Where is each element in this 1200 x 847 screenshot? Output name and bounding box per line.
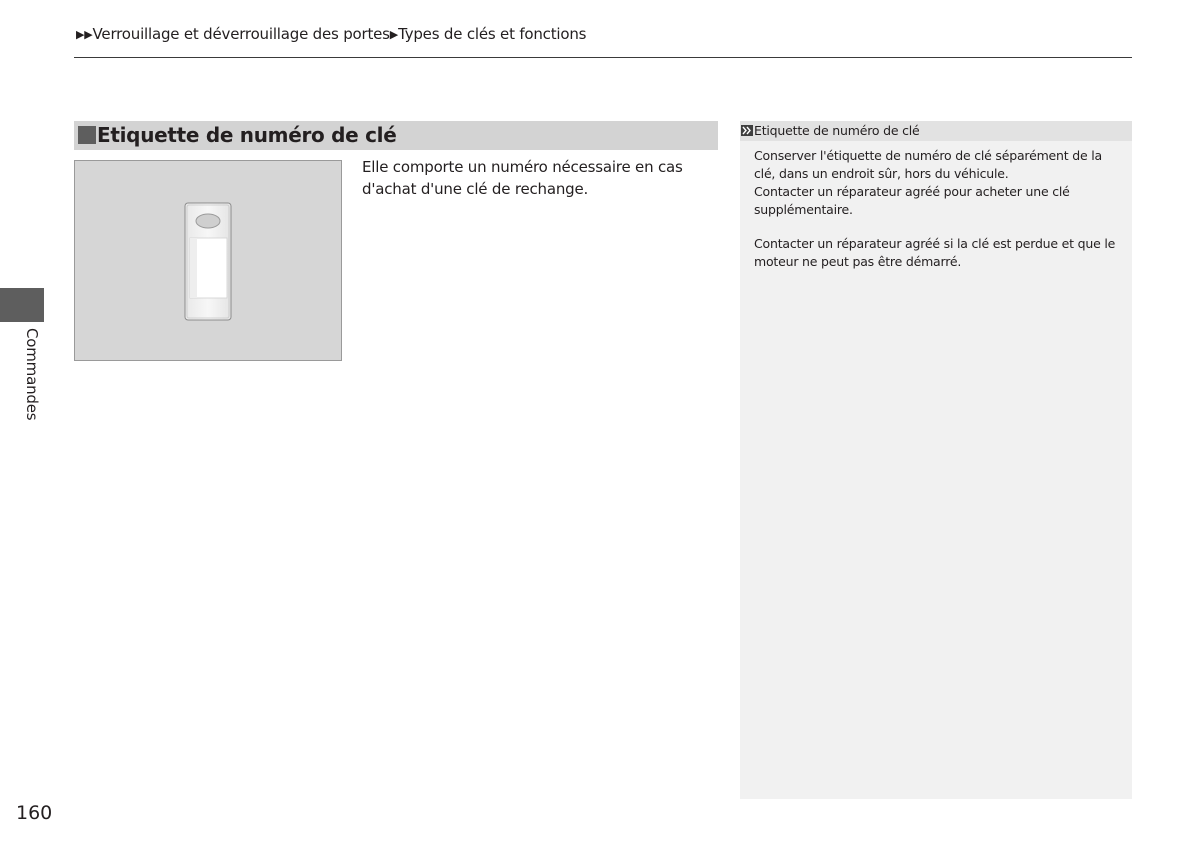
breadcrumb-item-key-types[interactable]: Types de clés et fonctions	[398, 25, 587, 43]
reference-arrow-icon	[741, 125, 753, 136]
breadcrumb-arrow-icon: ▶▶	[76, 28, 93, 41]
note-paragraph-lost-key: Contacter un réparateur agréé si la clé est perdue et que le moteur ne peut pas être démarré.	[754, 236, 1116, 269]
page-number: 160	[16, 802, 53, 824]
chapter-tab[interactable]	[0, 288, 44, 322]
breadcrumb-arrow-icon: ▶	[389, 28, 399, 41]
chapter-tab-label: Commandes	[23, 328, 41, 421]
section-heading	[74, 121, 718, 150]
section-title: Etiquette de numéro de clé	[97, 123, 397, 147]
section-marker-icon	[78, 126, 96, 144]
note-title: Etiquette de numéro de clé	[754, 123, 920, 138]
note-header	[740, 121, 1132, 141]
breadcrumb-item-locking[interactable]: Verrouillage et déverrouillage des portes	[92, 25, 390, 43]
side-note-panel	[740, 121, 1132, 799]
key-number-tag-illustration	[74, 160, 342, 361]
section-body-text: Elle comporte un numéro nécessaire en cas d'achat d'une clé de rechange.	[362, 158, 683, 198]
key-tag-drawing	[75, 161, 341, 360]
breadcrumb	[76, 24, 586, 46]
note-paragraph-storage: Conserver l'étiquette de numéro de clé séparément de la clé, dans un endroit sûr, hors du véhicule.	[754, 148, 1102, 181]
header-divider	[74, 57, 1132, 58]
note-text	[754, 147, 1124, 271]
note-paragraph-spare-key: Contacter un réparateur agréé pour acheter une clé supplémentaire.	[754, 184, 1070, 217]
